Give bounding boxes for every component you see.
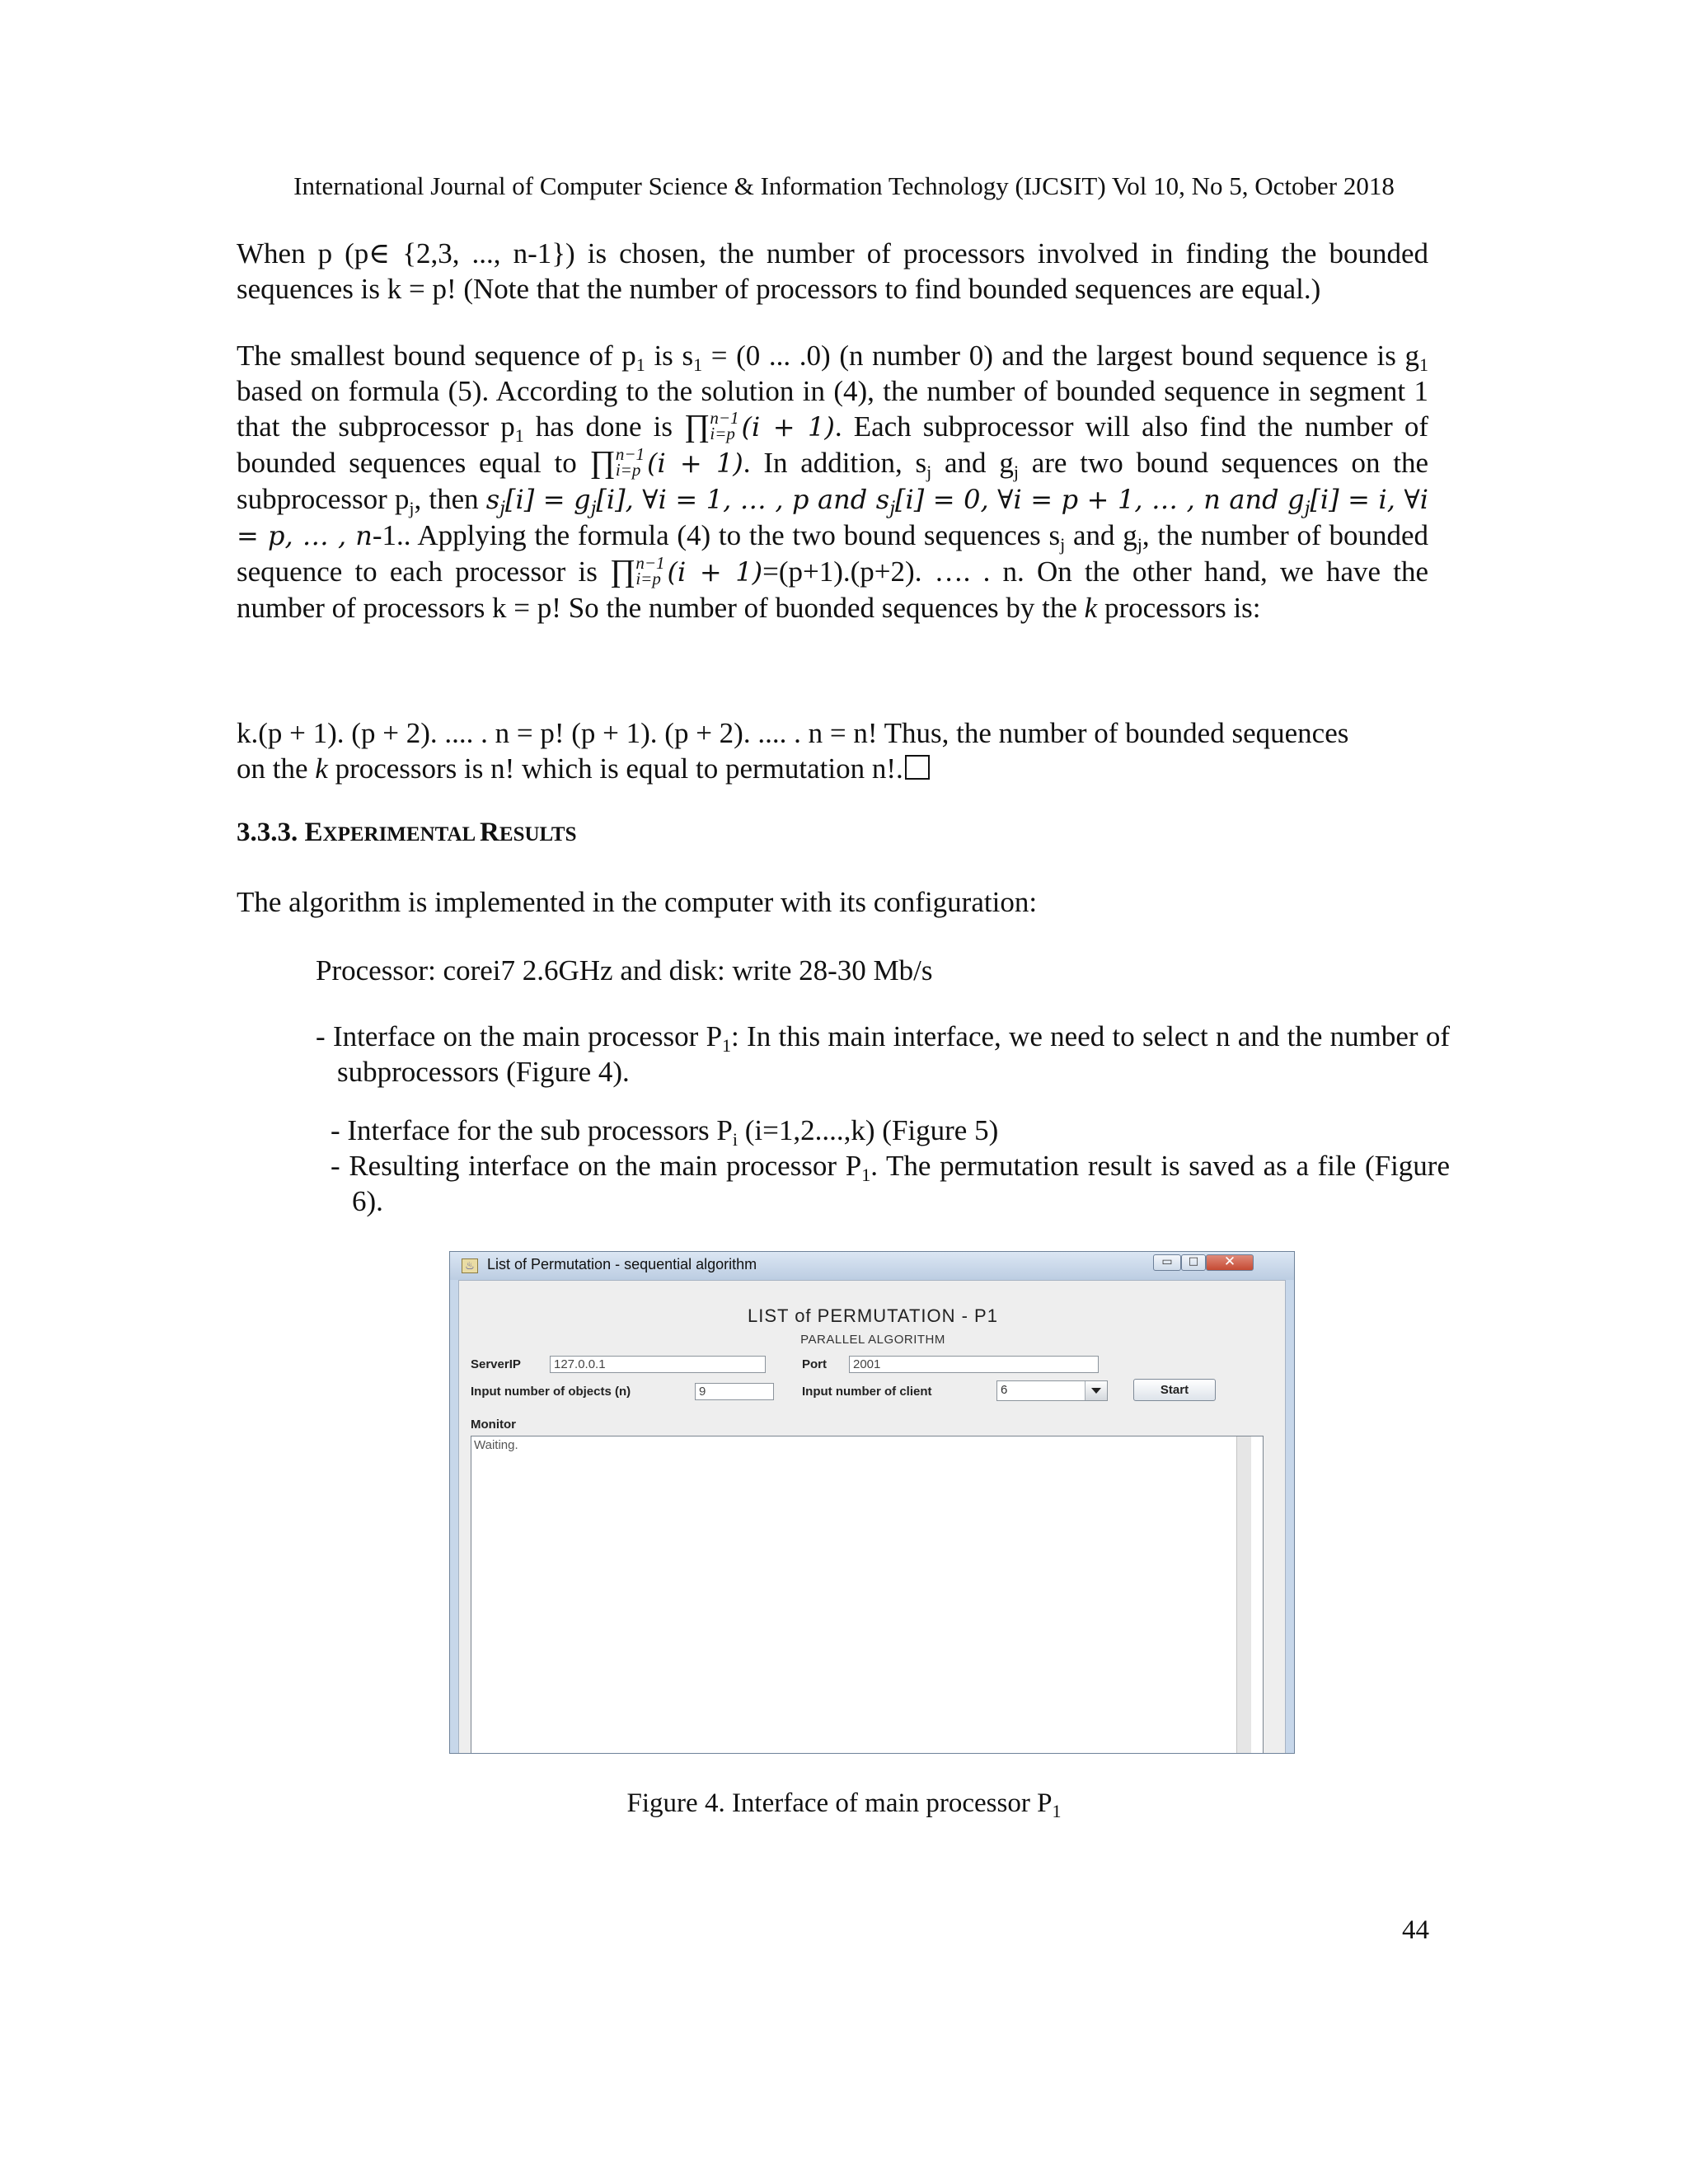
- port-label: Port: [802, 1357, 827, 1371]
- serverip-label: ServerIP: [471, 1357, 521, 1371]
- figure-4-caption: Figure 4. Interface of main processor $P_1$: [626, 1788, 1062, 1821]
- objects-label: Input number of objects (n): [471, 1385, 631, 1399]
- java-app-icon: ♨: [462, 1258, 478, 1273]
- chevron-down-icon[interactable]: [1085, 1381, 1107, 1400]
- minimize-button[interactable]: ▭: [1153, 1254, 1181, 1271]
- close-button[interactable]: ✕: [1206, 1254, 1254, 1271]
- section-heading: 3.3.3. EXPERIMENTAL RESULTS: [237, 818, 577, 847]
- client-select-value: 6: [1001, 1383, 1008, 1397]
- window-titlebar: [450, 1252, 1294, 1280]
- processor-spec: Processor: corei7 2.6GHz and disk: write 28-30 Mb/s: [316, 954, 933, 987]
- product-formula-3: ∏ n−1 i=p (i + 1): [610, 553, 763, 588]
- objects-input[interactable]: 9: [695, 1383, 774, 1400]
- running-header: International Journal of Computer Science & Information Technology (IJCSIT) Vol 10, No 5, October 2018: [293, 171, 1395, 200]
- bullet-sub-interface: - Interface for the sub processors $P_i$ (i=1,2....,k) (Figure 5): [331, 1114, 999, 1150]
- client-label: Input number of client: [802, 1385, 932, 1399]
- start-button[interactable]: Start: [1133, 1379, 1216, 1401]
- serverip-input[interactable]: 127.0.0.1: [550, 1356, 766, 1373]
- app-subtitle: PARALLEL ALGORITHM: [800, 1333, 945, 1347]
- bound-condition-formula: $s_j[i] = g_j[i]$, ∀i = 1, … , p and $s_j[i] = 0$, ∀i = p + 1, … , n and $g_j[i] = i$, ∀i = p, … , n: [237, 484, 1429, 551]
- client-select[interactable]: [996, 1380, 1108, 1401]
- qed-square-icon: [905, 755, 930, 780]
- paragraph-2-text: The smallest bound sequence of $p_1$ is $s_1 = (0$ ... .0) (n number 0) and the largest bound sequence is $g_1$ based on formula (5). According to the solution in (4), the number of bounded sequence in segment 1 that the subprocessor $p_1$ has done is ∏ n−1 i=p (i + 1). Each subprocessor will also find the number of bounded sequences equal to ∏ n−1 i=p (i + 1). In addition, $s_j$ and $g_j$ are two bound sequences on the subprocessor $p_j$, then $s_j[i] = g_j[i]$, ∀i = 1, … , p and $s_j[i] = 0$, ∀i = p + 1, … , n and $g_j[i] = i$, ∀i = p, … , n-1.. Applying the formula (4) to the two bound sequences $s_j$ and $g_j$, the number of bounded sequence to each processor is ∏ n−1 i=p (i + 1)=(p+1).(p+2). …. . n. On the other hand, we have the number of processors k = p! So the number of buonded sequences by the k processors is:: [237, 340, 1429, 624]
- bullet-result-interface: - Resulting interface on the main processor $P_1$. The permutation result is saved as a file (Figure 6).: [331, 1150, 1450, 1217]
- app-title: LIST of PERMUTATION - P1: [748, 1305, 998, 1326]
- paragraph-2: [237, 338, 1428, 626]
- config-intro: The algorithm is implemented in the computer with its configuration:: [237, 886, 1038, 918]
- paragraph-3-line-1: k.(p + 1). (p + 2). .... . n = p! (p + 1). (p + 2). .... . n = n! Thus, the number of bounded sequences: [237, 717, 1349, 749]
- monitor-label: Monitor: [471, 1418, 516, 1432]
- figure-4-window: [449, 1251, 1295, 1754]
- paragraph-3-line-2: on the k processors is n! which is equal to permutation n!.: [237, 752, 930, 785]
- maximize-button[interactable]: □: [1181, 1254, 1206, 1271]
- bullet-main-interface: - Interface on the main processor $P_1$: In this main interface, we need to select n and the number of subprocessors (Figure 4).: [316, 1020, 1451, 1088]
- port-input[interactable]: 2001: [849, 1356, 1099, 1373]
- monitor-text: Waiting.: [474, 1438, 518, 1452]
- paragraph-1: [237, 236, 1428, 307]
- paragraph-1-text: When p (p∈ {2,3, ..., n-1}) is chosen, the number of processors involved in finding the bounded sequences is k = p! (Note that the number of processors to find bounded sequences are equal.): [237, 237, 1428, 305]
- product-formula-1: ∏ n−1 i=p (i + 1): [684, 408, 835, 443]
- product-formula-2: ∏ n−1 i=p (i + 1): [589, 444, 743, 480]
- window-client-area: [458, 1280, 1286, 1754]
- page-number: 44: [1402, 1915, 1429, 1945]
- monitor-scrollbar[interactable]: [1236, 1436, 1251, 1754]
- monitor-textarea[interactable]: [471, 1436, 1264, 1754]
- window-title: List of Permutation - sequential algorithm: [487, 1256, 757, 1272]
